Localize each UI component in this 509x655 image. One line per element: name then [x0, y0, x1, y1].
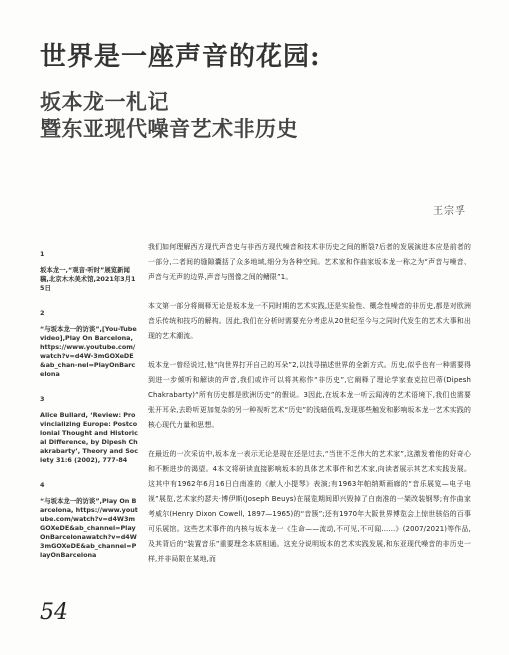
footnote-number: 3 [40, 395, 45, 403]
footnote-number: 4 [40, 481, 45, 489]
footnote-text: “与坂本龙一的访谈”,Play On Barcelona, https://www.youtube.com/watch?v=d4W3mGOXeDE&ab_channel=PlayOnBarcelonawatch?v=d4W3mGOXeDE&ab_channel=PlayOnBarcelona [40, 497, 138, 559]
article-subtitle-line-1: 坂本龙一札记 [40, 89, 169, 114]
body-paragraph: 我们如何理解西方现代声音史与非西方现代噪音和技术非历史之间的断裂?后者的发展演进本应是前者的一部分,二者间的缝隙囊括了众多地域,细分为各种空间。艺术家和作曲家坂本龙一称之为“声音与噪音、声音与无声的边界,声音与图像之间的鳍限”1。 [148, 243, 471, 281]
footnote-text: Alice Bullard, ‘Review: Provincializing Europe: Postcolonial Thought and Historical Difference, by Dipesh Chakrabarty’, Theory and Society 31:6 (2002), 777-84 [40, 411, 138, 464]
article-subtitle-line-2: 暨东亚现代噪音艺术非历史 [40, 116, 298, 141]
footnote-text: 坂本龙一,“观音·听时”展览新闻稿,北京木木美术馆,2021年3月15日 [40, 266, 136, 292]
article-title: 世界是一座声音的花园: [40, 42, 321, 72]
footnote [40, 395, 138, 465]
footnotes-column [40, 250, 138, 576]
author-name: 王宗孚 [433, 206, 466, 217]
footnote-text: “与坂本龙一的访谈”,[You-Tube video],Play On Barcelona, https://www.youtube.com/watch?v=d4W-3mGOXeDE&ab_chan-nel=PlayOnBarcelona [40, 325, 137, 378]
footnote-number: 1 [40, 250, 45, 258]
footnote-number: 2 [40, 309, 45, 317]
body-text [148, 240, 471, 581]
footnote [40, 309, 138, 379]
body-paragraph: 本文第一部分将阐释无论是坂本龙一不同时期的艺术实践,还是实验性、概念性噪音的非历史,都是对欧洲音乐传统和技巧的解构。因此,我们在分析时需要充分考虑从20世纪至今与之同时代发生的艺术大事和出现的艺术潮流。 [148, 302, 471, 340]
footnote [40, 481, 138, 560]
body-paragraph: 在最近的一次采访中,坂本龙一表示无论是现在还是过去,“当世不乏伟大的艺术家”,这激发着他的好奇心和不断进步的渴望。4本文将研读直接影响坂本的具体艺术事件和艺术家,向读者展示其艺术实践发展。这其中有1962年6月16日白南准的《献人小提琴》表演;有1963年帕纳斯画廊的“音乐展览—电子电视”展览,艺术家约瑟夫·博伊斯(Joseph Beuys)在展览期间即兴毁掉了白南准的一架改装钢琴;有作曲家考威尔(Henry Dixon Cowell, 1897—1965)的“音簇”;还有1970年大阪世界博览会上惊世骇俗的百事可乐展馆。这些艺术事件的内核与坂本龙一《生命——流动,不可见,不可闻……》(2007/2021)等作品,及其背后的“装置音乐”重要理念本质相通。这充分说明坂本的艺术实践发展,和东亚现代噪音的非历史一样,并非局限在某地,而 [148, 450, 471, 563]
body-paragraph: 坂本龙一曾经说过,他“向世界打开自己的耳朵”2,以找寻描述世界的全新方式。历史,似乎也有一种需要得到进一步倾听和解读的声音,我们或许可以将其称作“非历史”,它阐释了理论学家查克拉巴蒂(Dipesh Chakrabarty)“所有历史都是欧洲历史”的假说。3因此,在坂本龙一听云闻涛的艺术语境下,我们也需要张开耳朵,去聆听更加复杂的另一种视听艺术“历史”的浅暗低鸣,发现那些触发和影响坂本龙一艺术实践的核心现代力量和思想。 [148, 361, 471, 429]
footnote [40, 250, 138, 293]
page-number: 54 [40, 600, 68, 625]
